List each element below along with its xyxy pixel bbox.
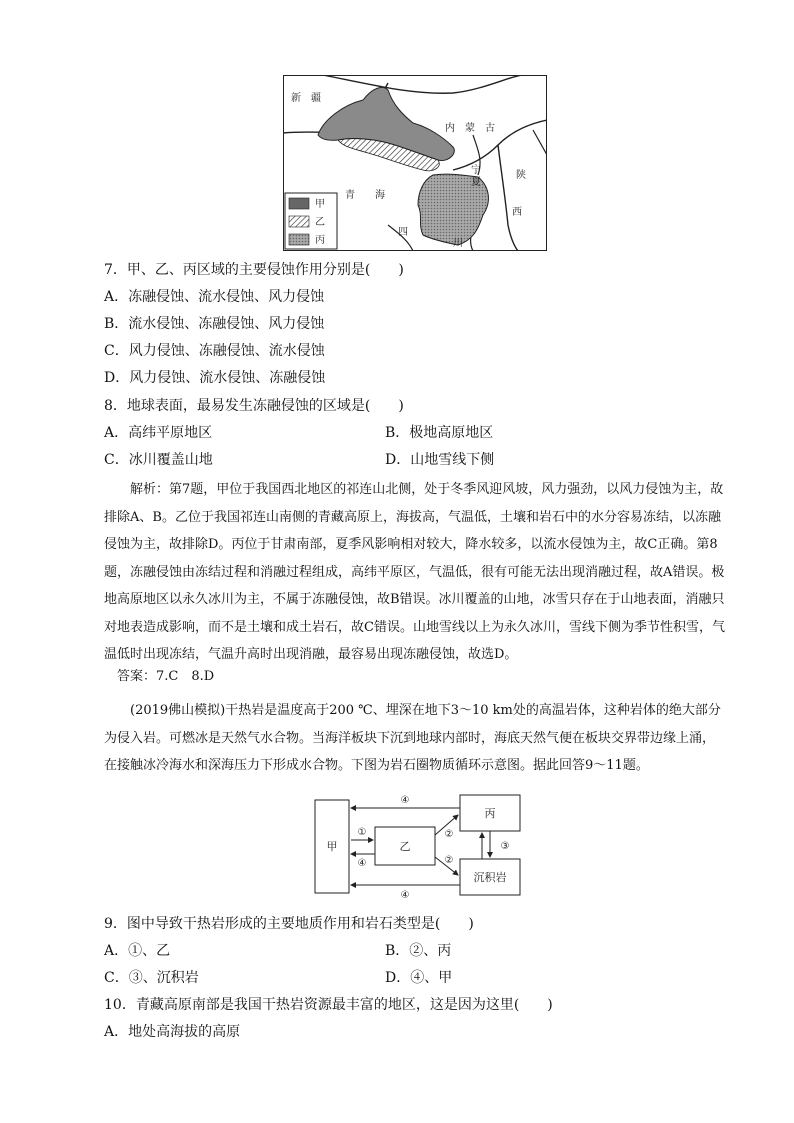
map-label-neimeng: 内 蒙 古 (445, 123, 495, 134)
legend-bing: 丙 (315, 235, 325, 246)
q9-option-d: D．④、甲 (385, 970, 453, 986)
label-jia: 甲 (326, 840, 338, 853)
erosion-region-map (283, 75, 547, 251)
map-label-qinghai: 青 海 (345, 190, 385, 201)
analysis-text: 解析：第7题，甲位于我国西北地区的祁连山北侧，处于冬季风迎风坡，风力强劲，以风力侵蚀为主，故排除A、B。乙位于我国祁连山南侧的青藏高原上，海拔高，气温低，土壤和岩石中的水分容易冻结，以冻融侵蚀为主，故排除D。丙位于甘肃南部，夏季风影响相对较大，降水较多，以流水侵蚀为主，故C正确。第8题，冻融侵蚀由冻结过程和消融过程组成，高纬平原区，气温低，很有可能无法出现消融过程，故A错误。极地高原地区以永久冰川为主，不属于冻融侵蚀，故B错误。冰川覆盖的山地，冰雪只存在于山地表面，消融只对地表造成影响，而不是土壤和成土岩石，故C错误。山地雪线以上为永久冰川，雪线下侧为季节性积雪，气温低时出现冻结，气温升高时出现消融，最容易出现冻融侵蚀，故选D。 (104, 482, 725, 662)
map-label-sichuan-si: 四 (398, 227, 408, 238)
q7-stem: 7．甲、乙、丙区域的主要侵蚀作用分别是( ) (104, 262, 404, 278)
rock-cycle-diagram (300, 785, 540, 900)
q10-stem: 10．青藏高原南部是我国干热岩资源最丰富的地区，这是因为这里( ) (104, 997, 553, 1013)
arrow-label-4-top: ④ (400, 795, 410, 806)
legend-yi: 乙 (315, 217, 325, 228)
intro-text: (2019佛山模拟)干热岩是温度高于200 ℃、埋深在地下3～10 km处的高温岩体，这种岩体的绝大部分为侵入岩。可燃冰是天然气水合物。当海洋板块下沉到地球内部时，海底天然气便在板块交界带边缘上涌，在接触冰冷海水和深海压力下形成水合物。下图为岩石圈物质循环示意图。据此回答9～11题。 (104, 703, 721, 773)
map-label-shaan: 陕 (516, 170, 526, 181)
arrow-label-3: ③ (500, 841, 510, 852)
map-label-ningxia-2: 夏 (471, 177, 481, 188)
arrow-label-2-top: ② (444, 829, 454, 840)
map-label-ningxia-1: 宁 (471, 165, 481, 176)
q8-option-c: C．冰川覆盖山地 (104, 452, 213, 468)
q8-option-b: B．极地高原地区 (385, 425, 494, 441)
q8-option-d: D．山地雪线下侧 (385, 452, 495, 468)
map-label-xi: 西 (512, 207, 522, 218)
q7-option-d: D．风力侵蚀、流水侵蚀、冻融侵蚀 (104, 370, 326, 386)
legend-jia: 甲 (315, 199, 325, 210)
map-label-xinjiang: 新 疆 (291, 93, 321, 104)
q7-option-c: C．风力侵蚀、冻融侵蚀、流水侵蚀 (104, 343, 325, 359)
q9-stem: 9．图中导致干热岩形成的主要地质作用和岩石类型是( ) (104, 916, 474, 932)
q8-option-a: A．高纬平原地区 (104, 425, 213, 441)
answer-text: 答案：7.C 8.D (117, 669, 215, 684)
q10-option-a: A．地处高海拔的高原 (104, 1024, 241, 1040)
q9-option-c: C．③、沉积岩 (104, 970, 199, 986)
arrow-label-2-bottom: ② (444, 855, 454, 866)
arrow-label-4-mid: ④ (357, 858, 367, 869)
q8-stem: 8．地球表面，最易发生冻融侵蚀的区域是( ) (104, 398, 404, 414)
label-yi: 乙 (399, 840, 411, 853)
label-chenji: 沉积岩 (473, 871, 507, 884)
q7-option-a: A．冻融侵蚀、流水侵蚀、风力侵蚀 (104, 289, 325, 305)
label-bing: 丙 (484, 807, 496, 820)
q7-option-b: B．流水侵蚀、冻融侵蚀、风力侵蚀 (104, 316, 325, 332)
q9-option-b: B．②、丙 (385, 943, 452, 959)
map-label-sichuan-chuan: 川 (453, 238, 463, 249)
arrow-label-1: ① (357, 827, 367, 838)
arrow-label-4-bottom: ④ (400, 890, 410, 900)
q9-option-a: A．①、乙 (104, 943, 171, 959)
